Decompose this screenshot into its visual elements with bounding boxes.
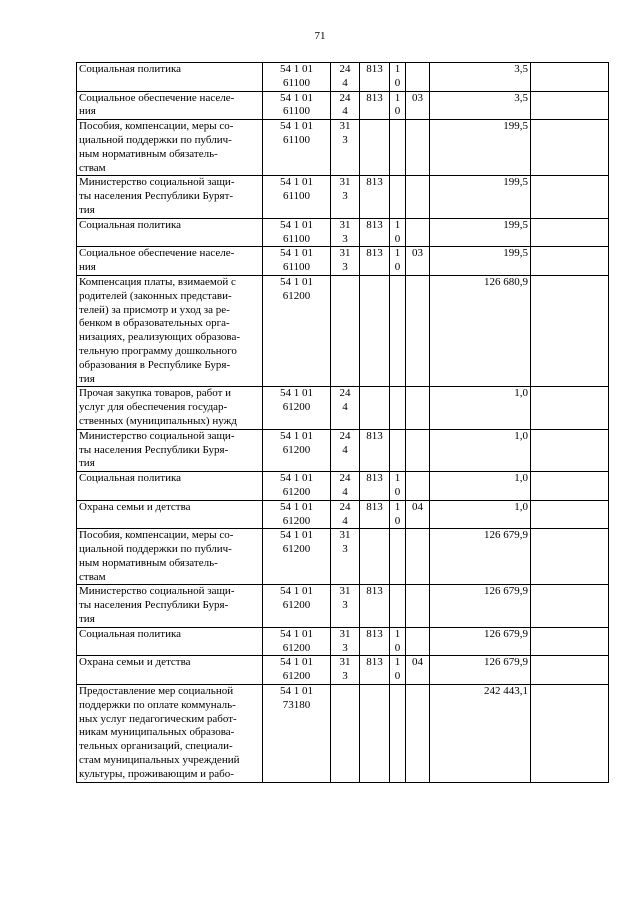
- cell-expense-type-line: 24: [339, 500, 351, 513]
- cell-amount: [430, 91, 531, 120]
- cell-amount: [430, 218, 531, 247]
- table-row: [77, 247, 609, 276]
- cell-subsection-text: 03: [412, 91, 423, 104]
- cell-subsection-text: 04: [412, 656, 423, 669]
- cell-administrator-text: 813: [366, 627, 383, 640]
- cell-target-article-line: 54 1 01: [280, 585, 313, 598]
- cell-administrator-text: 813: [366, 176, 383, 189]
- cell-section: [390, 176, 406, 218]
- cell-section-line: 0: [394, 105, 401, 118]
- cell-target-article-line: 54 1 01: [280, 176, 313, 189]
- cell-target-article-line: 54 1 01: [280, 247, 313, 260]
- cell-name-line: Пособия, компенсации, меры со-: [79, 120, 234, 133]
- cell-name-line: Министерство социальной защи-: [79, 585, 235, 598]
- cell-expense-type-line: 31: [339, 218, 351, 231]
- cell-name-line: тия: [79, 203, 95, 216]
- cell-expense-type-line: 31: [339, 627, 351, 640]
- cell-expense-type: [331, 176, 360, 218]
- cell-name-line: тия: [79, 613, 95, 626]
- cell-expense-type: [331, 247, 360, 276]
- cell-administrator-text: 813: [366, 218, 383, 231]
- cell-section: [390, 472, 406, 501]
- cell-name-line: Социальная политика: [79, 218, 182, 231]
- cell-target-article: [263, 585, 331, 627]
- cell-name-line: никам муниципальных образова-: [79, 726, 235, 739]
- cell-target-article-line: 54 1 01: [280, 529, 313, 542]
- cell-target-article-line: 61100: [282, 76, 311, 89]
- cell-amount-text: 126 679,9: [484, 656, 528, 669]
- cell-section-line: 0: [394, 76, 401, 89]
- cell-administrator-text: 813: [366, 585, 383, 598]
- table-row: [77, 429, 609, 471]
- cell-target-article-line: 54 1 01: [280, 91, 313, 104]
- cell-amount-text: 1,0: [514, 472, 528, 485]
- cell-target-article-line: 54 1 01: [280, 656, 313, 669]
- cell-subsection: [406, 247, 430, 276]
- table-row: [77, 91, 609, 120]
- cell-expense-type: [331, 429, 360, 471]
- table-row: [77, 120, 609, 176]
- cell-expense-type-line: 31: [339, 529, 351, 542]
- cell-section-line: 1: [394, 627, 401, 640]
- cell-subsection-text: 03: [412, 247, 423, 260]
- cell-section: [390, 500, 406, 529]
- cell-amount-text: 242 443,1: [484, 685, 528, 698]
- cell-name-line: циальной поддержки по публич-: [79, 133, 232, 146]
- cell-administrator: [360, 500, 390, 529]
- cell-amount: [430, 585, 531, 627]
- cell-subsection: [406, 429, 430, 471]
- cell-expense-type-line: 31: [339, 656, 351, 669]
- cell-subsection: [406, 585, 430, 627]
- cell-expense-type: [331, 627, 360, 656]
- cell-subsection: [406, 120, 430, 176]
- cell-amount-text: 126 680,9: [484, 275, 528, 288]
- cell-extra: [531, 91, 609, 120]
- cell-name-line: низациях, реализующих образова-: [79, 331, 240, 344]
- cell-administrator: [360, 472, 390, 501]
- table-row: [77, 685, 609, 783]
- table-row: [77, 585, 609, 627]
- cell-target-article: [263, 685, 331, 783]
- cell-name-line: ствам: [79, 161, 106, 174]
- cell-section: [390, 529, 406, 585]
- cell-target-article: [263, 387, 331, 429]
- cell-name-line: стам муниципальных учреждений: [79, 754, 240, 767]
- cell-name-line: ния: [79, 261, 96, 274]
- cell-administrator: [360, 585, 390, 627]
- cell-section: [390, 627, 406, 656]
- cell-section: [390, 63, 406, 92]
- cell-amount: [430, 387, 531, 429]
- cell-administrator-text: 813: [366, 91, 383, 104]
- cell-administrator: [360, 120, 390, 176]
- cell-administrator-text: 813: [366, 63, 383, 75]
- cell-name-line: ным нормативным обязатель-: [79, 147, 218, 160]
- cell-amount: [430, 656, 531, 685]
- cell-name-line: Социальная политика: [79, 63, 182, 75]
- cell-amount-text: 199,5: [503, 176, 528, 189]
- cell-section-line: 0: [394, 641, 401, 654]
- cell-expense-type-line: 4: [342, 514, 348, 527]
- cell-name-line: телей) за присмотр и уход за ре-: [79, 303, 230, 316]
- cell-section-line: 0: [394, 514, 401, 527]
- cell-administrator: [360, 91, 390, 120]
- cell-expense-type-line: 24: [339, 91, 351, 104]
- cell-name-line: поддержки по оплате коммуналь-: [79, 698, 236, 711]
- cell-name-line: ным нормативным обязатель-: [79, 556, 218, 569]
- cell-target-article: [263, 63, 331, 92]
- cell-extra: [531, 627, 609, 656]
- cell-target-article: [263, 176, 331, 218]
- cell-expense-type-line: 3: [342, 641, 348, 654]
- cell-section: [390, 585, 406, 627]
- cell-name-line: Предоставление мер социальной: [79, 685, 234, 698]
- cell-section-line: 0: [394, 485, 401, 498]
- table-row: [77, 656, 609, 685]
- cell-target-article: [263, 627, 331, 656]
- cell-expense-type-line: 31: [339, 176, 351, 189]
- cell-administrator: [360, 63, 390, 92]
- cell-name: [77, 63, 263, 92]
- cell-administrator: [360, 529, 390, 585]
- cell-name-line: Социальное обеспечение населе-: [79, 91, 235, 104]
- cell-expense-type-line: 3: [342, 190, 348, 203]
- cell-extra: [531, 387, 609, 429]
- cell-administrator: [360, 218, 390, 247]
- cell-section-line: 1: [394, 247, 401, 260]
- cell-name-line: Прочая закупка товаров, работ и: [79, 387, 232, 400]
- cell-subsection: [406, 387, 430, 429]
- table-row: [77, 218, 609, 247]
- cell-section: [390, 387, 406, 429]
- cell-amount-text: 199,5: [503, 218, 528, 231]
- cell-name-line: ты населения Республики Бурят-: [79, 190, 234, 203]
- cell-target-article-line: 54 1 01: [280, 429, 313, 442]
- cell-section: [390, 656, 406, 685]
- cell-target-article-line: 61100: [282, 190, 311, 203]
- cell-administrator: [360, 627, 390, 656]
- cell-section-line: 1: [394, 500, 401, 513]
- cell-amount: [430, 120, 531, 176]
- cell-name: [77, 120, 263, 176]
- cell-amount: [430, 247, 531, 276]
- cell-amount-text: 1,0: [514, 429, 528, 442]
- cell-target-article-line: 54 1 01: [280, 275, 313, 288]
- table-body: [77, 63, 609, 783]
- cell-subsection: [406, 500, 430, 529]
- cell-target-article-line: 61100: [282, 133, 311, 146]
- cell-name: [77, 472, 263, 501]
- cell-expense-type: [331, 275, 360, 386]
- cell-expense-type: [331, 656, 360, 685]
- cell-target-article-line: 61200: [282, 670, 311, 683]
- cell-name-line: образования в Республике Буря-: [79, 358, 231, 371]
- cell-expense-type-line: 4: [342, 443, 348, 456]
- cell-name-line: ственных (муниципальных) нужд: [79, 414, 237, 427]
- cell-subsection: [406, 529, 430, 585]
- table-row: [77, 275, 609, 386]
- cell-name-line: культуры, проживающим и рабо-: [79, 767, 234, 780]
- cell-amount: [430, 275, 531, 386]
- cell-target-article: [263, 429, 331, 471]
- cell-expense-type: [331, 63, 360, 92]
- cell-expense-type-line: 31: [339, 585, 351, 598]
- cell-target-article-line: 54 1 01: [280, 500, 313, 513]
- cell-target-article: [263, 247, 331, 276]
- cell-expense-type: [331, 120, 360, 176]
- cell-section-line: 0: [394, 232, 401, 245]
- page-number: 71: [314, 30, 326, 42]
- cell-section-line: 1: [394, 91, 401, 104]
- cell-section: [390, 120, 406, 176]
- cell-section: [390, 275, 406, 386]
- cell-target-article: [263, 218, 331, 247]
- cell-expense-type-line: 4: [342, 485, 348, 498]
- cell-section-line: 1: [394, 63, 401, 75]
- cell-expense-type-line: 31: [339, 120, 351, 133]
- cell-amount: [430, 627, 531, 656]
- cell-amount: [430, 500, 531, 529]
- cell-expense-type-line: 3: [342, 232, 348, 245]
- cell-expense-type-line: 3: [342, 261, 348, 274]
- cell-target-article-line: 61200: [282, 485, 311, 498]
- cell-expense-type-line: 3: [342, 599, 348, 612]
- cell-administrator: [360, 656, 390, 685]
- cell-extra: [531, 218, 609, 247]
- cell-name: [77, 500, 263, 529]
- cell-subsection: [406, 685, 430, 783]
- cell-target-article-line: 61200: [282, 443, 311, 456]
- cell-target-article: [263, 472, 331, 501]
- cell-extra: [531, 247, 609, 276]
- cell-target-article-line: 54 1 01: [280, 63, 313, 75]
- cell-administrator-text: 813: [366, 500, 383, 513]
- cell-name-line: Компенсация платы, взимаемой с: [79, 275, 236, 288]
- cell-name-line: Охрана семьи и детства: [79, 500, 191, 513]
- cell-amount-text: 1,0: [514, 500, 528, 513]
- cell-extra: [531, 656, 609, 685]
- cell-name-line: родителей (законных представи-: [79, 289, 232, 302]
- cell-name-line: Социальное обеспечение населе-: [79, 247, 235, 260]
- cell-target-article: [263, 275, 331, 386]
- cell-target-article-line: 61100: [282, 105, 311, 118]
- cell-name-line: тельную программу дошкольного: [79, 344, 237, 357]
- cell-amount: [430, 472, 531, 501]
- cell-expense-type-line: 4: [342, 105, 348, 118]
- cell-extra: [531, 585, 609, 627]
- cell-administrator: [360, 275, 390, 386]
- cell-administrator-text: 813: [366, 247, 383, 260]
- cell-amount-text: 126 679,9: [484, 529, 528, 542]
- cell-administrator-text: 813: [366, 429, 383, 442]
- cell-name: [77, 176, 263, 218]
- cell-amount-text: 199,5: [503, 247, 528, 260]
- cell-administrator: [360, 429, 390, 471]
- table-row: [77, 387, 609, 429]
- cell-extra: [531, 429, 609, 471]
- cell-extra: [531, 685, 609, 783]
- cell-section: [390, 247, 406, 276]
- cell-administrator: [360, 247, 390, 276]
- cell-target-article-line: 54 1 01: [280, 387, 313, 400]
- cell-amount-text: 3,5: [514, 63, 528, 75]
- cell-target-article-line: 54 1 01: [280, 472, 313, 485]
- table-row: [77, 627, 609, 656]
- cell-name-line: ных услуг педагогическим работ-: [79, 712, 237, 725]
- cell-expense-type-line: 24: [339, 472, 351, 485]
- cell-expense-type: [331, 585, 360, 627]
- cell-amount-text: 3,5: [514, 91, 528, 104]
- cell-subsection: [406, 176, 430, 218]
- cell-amount: [430, 176, 531, 218]
- cell-subsection: [406, 656, 430, 685]
- cell-extra: [531, 500, 609, 529]
- cell-section-line: 1: [394, 472, 401, 485]
- cell-amount: [430, 63, 531, 92]
- cell-section-line: 1: [394, 218, 401, 231]
- cell-target-article-line: 61200: [282, 641, 311, 654]
- cell-subsection: [406, 91, 430, 120]
- cell-administrator: [360, 685, 390, 783]
- cell-extra: [531, 275, 609, 386]
- cell-expense-type-line: 24: [339, 429, 351, 442]
- cell-amount: [430, 529, 531, 585]
- cell-name-line: Министерство социальной защи-: [79, 429, 235, 442]
- cell-expense-type: [331, 218, 360, 247]
- cell-expense-type-line: 3: [342, 543, 348, 556]
- cell-name: [77, 627, 263, 656]
- cell-expense-type-line: 24: [339, 387, 351, 400]
- cell-expense-type: [331, 500, 360, 529]
- cell-target-article-line: 73180: [282, 698, 311, 711]
- cell-administrator-text: 813: [366, 656, 383, 669]
- cell-name-line: тия: [79, 457, 95, 470]
- cell-amount-text: 126 679,9: [484, 627, 528, 640]
- cell-name-line: циальной поддержки по публич-: [79, 543, 232, 556]
- cell-subsection-text: 04: [412, 500, 423, 513]
- cell-section: [390, 218, 406, 247]
- cell-name-line: тия: [79, 372, 95, 385]
- cell-amount: [430, 429, 531, 471]
- cell-target-article-line: 54 1 01: [280, 218, 313, 231]
- cell-subsection: [406, 63, 430, 92]
- cell-section-line: 1: [394, 656, 401, 669]
- cell-amount: [430, 685, 531, 783]
- cell-subsection: [406, 218, 430, 247]
- cell-expense-type-line: 4: [342, 76, 348, 89]
- cell-extra: [531, 120, 609, 176]
- cell-name-line: ты населения Республики Буря-: [79, 443, 229, 456]
- cell-target-article: [263, 656, 331, 685]
- cell-expense-type: [331, 91, 360, 120]
- cell-name-line: Пособия, компенсации, меры со-: [79, 529, 234, 542]
- cell-target-article-line: 61200: [282, 514, 311, 527]
- table-row: [77, 500, 609, 529]
- cell-name-line: ствам: [79, 570, 106, 583]
- cell-target-article-line: 61200: [282, 543, 311, 556]
- cell-target-article-line: 61200: [282, 401, 311, 414]
- cell-subsection: [406, 275, 430, 386]
- cell-name-line: ты населения Республики Буря-: [79, 599, 229, 612]
- cell-extra: [531, 176, 609, 218]
- cell-name: [77, 247, 263, 276]
- cell-administrator: [360, 387, 390, 429]
- cell-name-line: Социальная политика: [79, 472, 182, 485]
- cell-subsection: [406, 627, 430, 656]
- cell-name: [77, 429, 263, 471]
- cell-target-article-line: 54 1 01: [280, 685, 313, 698]
- cell-name: [77, 218, 263, 247]
- cell-name-line: ния: [79, 105, 96, 118]
- cell-expense-type-line: 31: [339, 247, 351, 260]
- cell-name: [77, 585, 263, 627]
- budget-table: [76, 62, 609, 783]
- cell-name-line: Министерство социальной защи-: [79, 176, 235, 189]
- cell-expense-type-line: 4: [342, 401, 348, 414]
- cell-target-article-line: 61100: [282, 232, 311, 245]
- cell-target-article: [263, 120, 331, 176]
- cell-expense-type: [331, 387, 360, 429]
- cell-extra: [531, 529, 609, 585]
- cell-extra: [531, 472, 609, 501]
- cell-name-line: Социальная политика: [79, 627, 182, 640]
- cell-section: [390, 91, 406, 120]
- cell-amount-text: 126 679,9: [484, 585, 528, 598]
- cell-subsection: [406, 472, 430, 501]
- cell-name-line: тельных организаций, специали-: [79, 740, 233, 753]
- cell-extra: [531, 63, 609, 92]
- cell-target-article: [263, 500, 331, 529]
- cell-target-article-line: 61100: [282, 261, 311, 274]
- cell-section-line: 0: [394, 670, 401, 683]
- cell-amount-text: 199,5: [503, 120, 528, 133]
- cell-target-article: [263, 529, 331, 585]
- cell-target-article-line: 54 1 01: [280, 120, 313, 133]
- cell-name: [77, 656, 263, 685]
- cell-name-line: услуг для обеспечения государ-: [79, 401, 228, 414]
- cell-amount-text: 1,0: [514, 387, 528, 400]
- cell-target-article-line: 61200: [282, 289, 311, 302]
- table-row: [77, 472, 609, 501]
- cell-expense-type-line: 3: [342, 670, 348, 683]
- table-row: [77, 176, 609, 218]
- cell-name: [77, 275, 263, 386]
- cell-target-article-line: 61200: [282, 599, 311, 612]
- cell-administrator-text: 813: [366, 472, 383, 485]
- cell-name: [77, 529, 263, 585]
- cell-section: [390, 429, 406, 471]
- cell-administrator: [360, 176, 390, 218]
- table-row: [77, 529, 609, 585]
- cell-name: [77, 387, 263, 429]
- cell-expense-type: [331, 472, 360, 501]
- table-row: [77, 63, 609, 92]
- cell-expense-type-line: 24: [339, 63, 351, 75]
- cell-expense-type: [331, 529, 360, 585]
- cell-expense-type-line: 3: [342, 133, 348, 146]
- cell-expense-type: [331, 685, 360, 783]
- cell-target-article-line: 54 1 01: [280, 627, 313, 640]
- cell-section-line: 0: [394, 261, 401, 274]
- cell-section: [390, 685, 406, 783]
- cell-name: [77, 685, 263, 783]
- cell-name: [77, 91, 263, 120]
- cell-name-line: Охрана семьи и детства: [79, 656, 191, 669]
- cell-target-article: [263, 91, 331, 120]
- cell-name-line: бенком в образовательных орга-: [79, 317, 230, 330]
